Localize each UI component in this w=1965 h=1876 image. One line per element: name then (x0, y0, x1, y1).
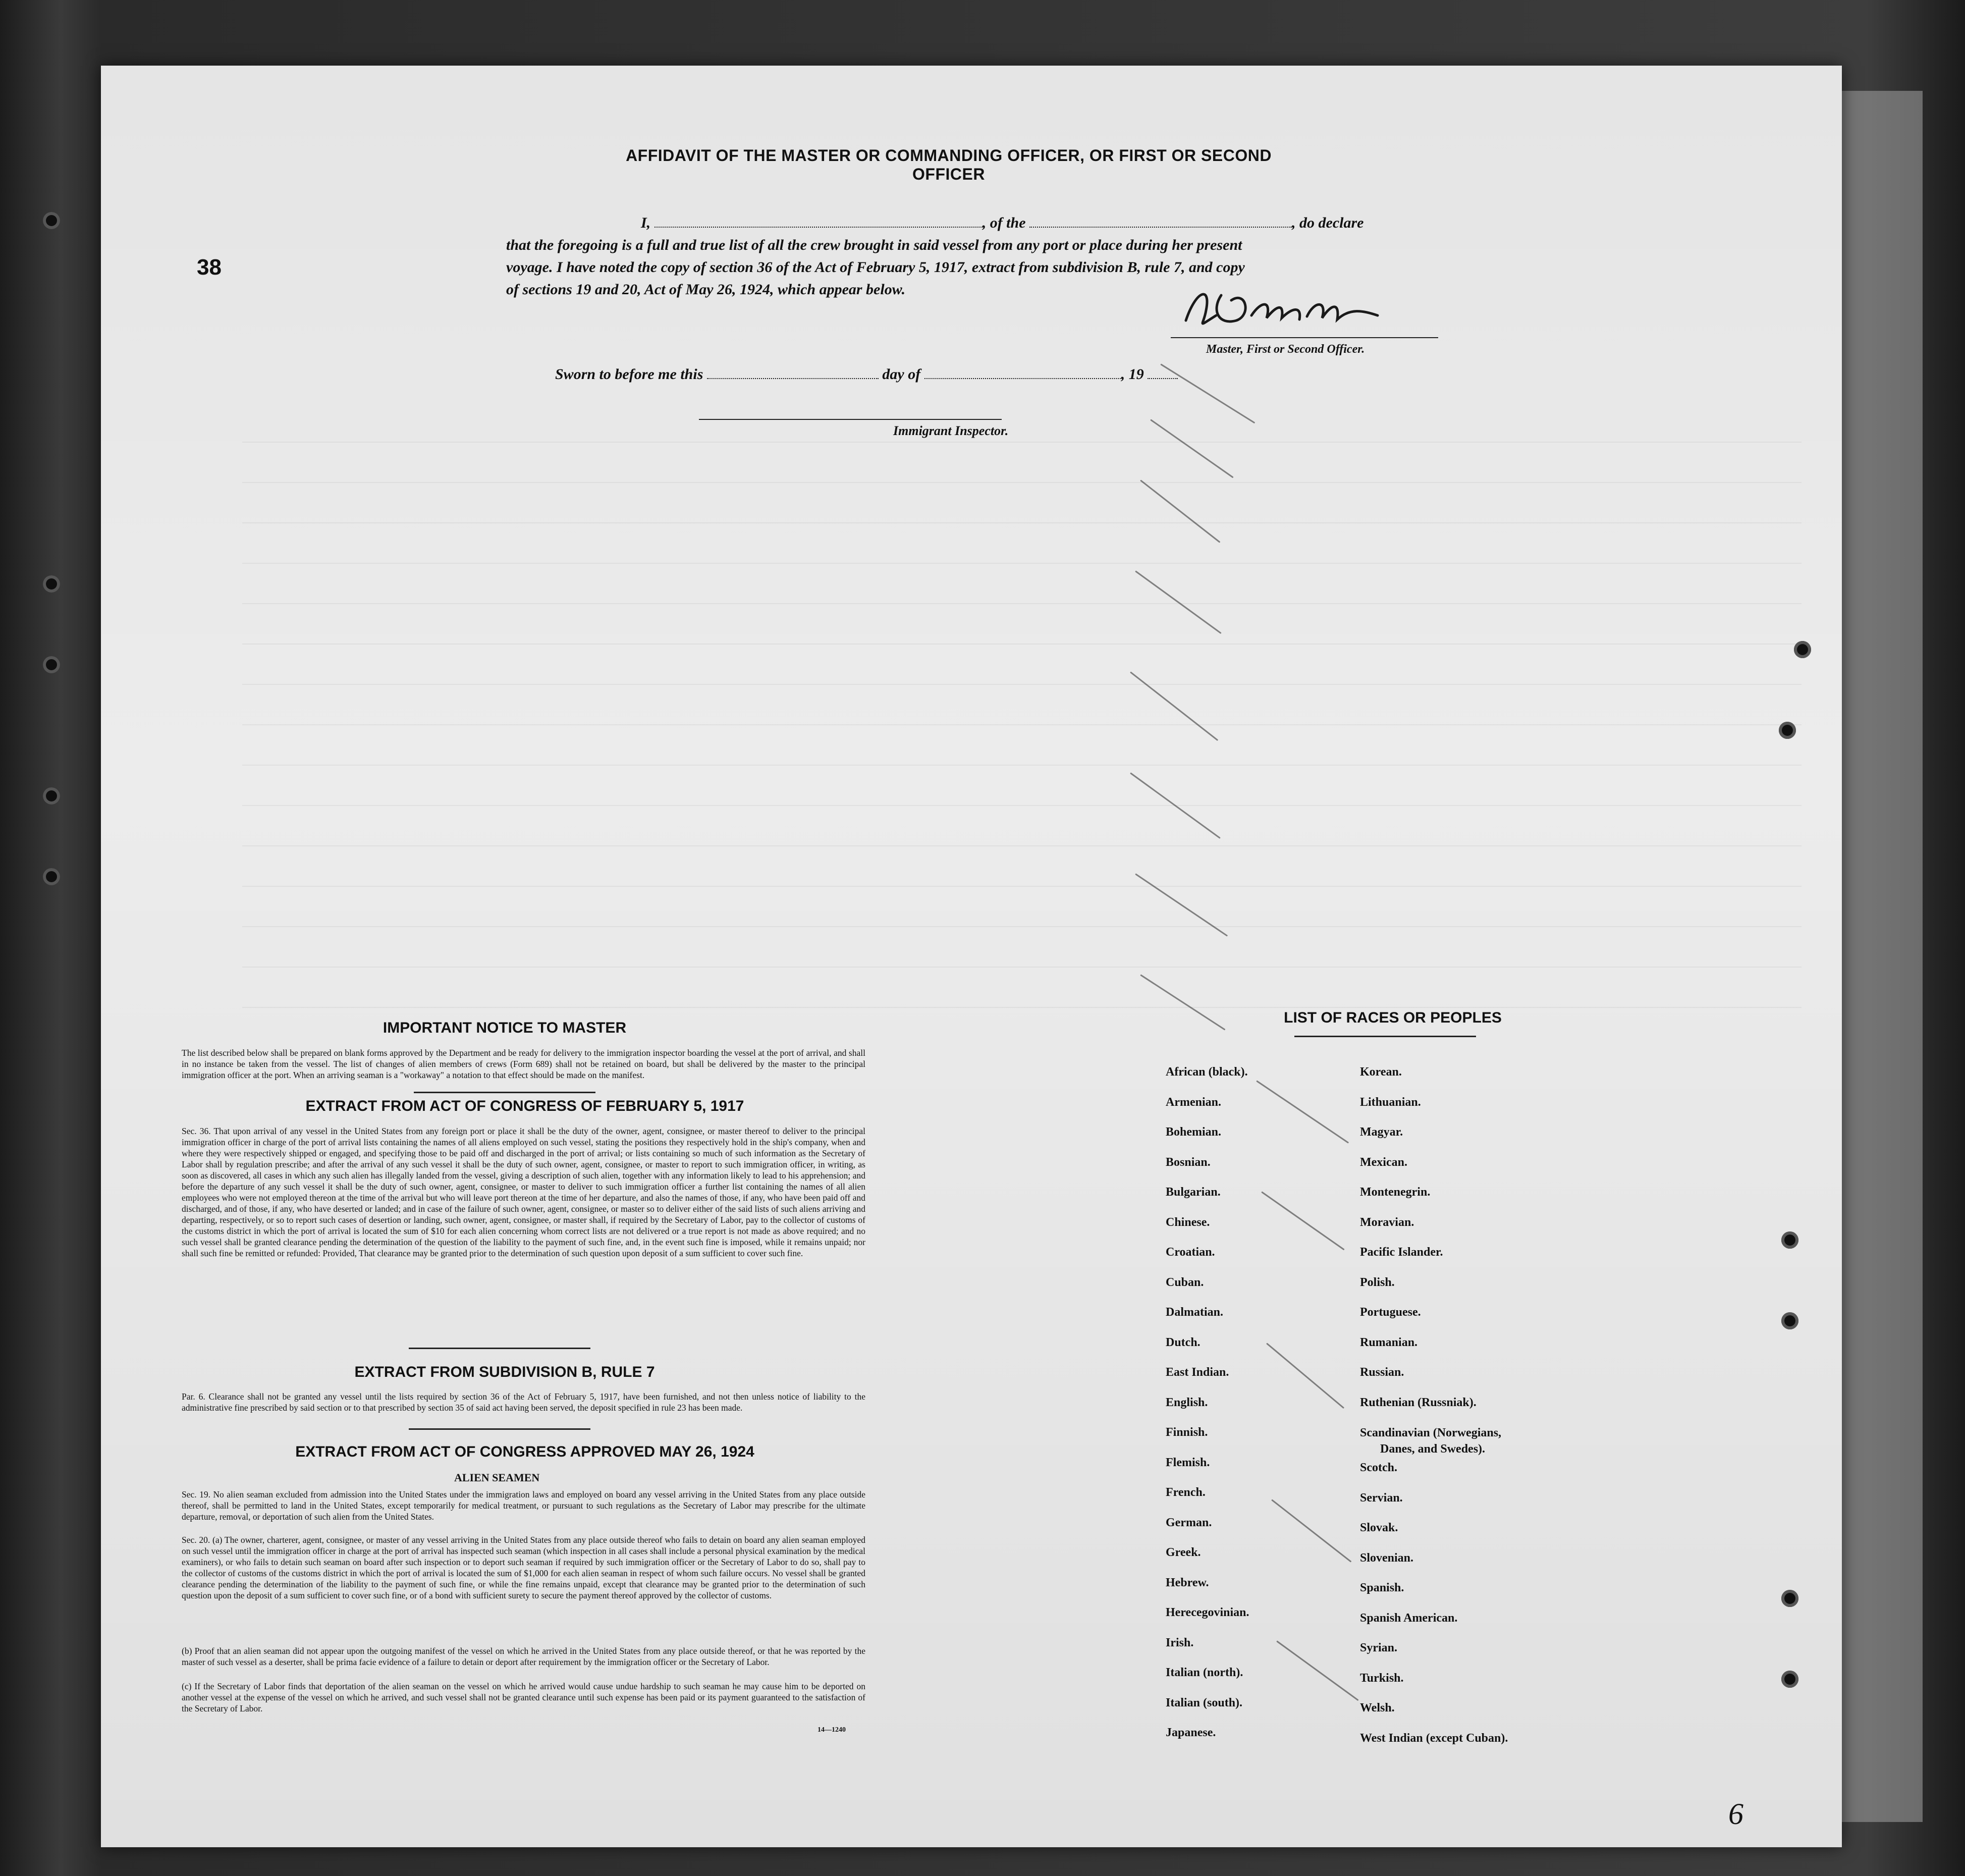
race-item: Irish. (1166, 1636, 1194, 1649)
binder-hole (43, 212, 60, 229)
affidavit-i-label: I, (641, 215, 651, 231)
race-item: German. (1166, 1516, 1212, 1529)
race-item: Herecegovinian. (1166, 1606, 1249, 1619)
race-item: Turkish. (1360, 1671, 1404, 1685)
sec20b-body: (b) Proof that an alien seaman did not appear upon the outgoing manifest of the vessel on which he arrived in the United States from any place outside thereof, or that he was reported by the master of such vessel as a deserter, shall be prima facie evidence of a failure to detain or deport after requirement by the immigration officer or the Secretary of Labor. (182, 1646, 865, 1667)
pencil-mark (1256, 1080, 1349, 1144)
race-item: Finnish. (1166, 1426, 1208, 1439)
race-item: Greek. (1166, 1546, 1201, 1559)
binder-hole (43, 787, 60, 805)
master-signature (1176, 280, 1448, 336)
affidavit-line3: voyage. I have noted the copy of section 36 of the Act of February 5, 1917, extract from subdivision B, rule 7, and copy (506, 259, 1245, 276)
notice-rule (414, 1092, 595, 1093)
race-item: French. (1166, 1486, 1206, 1499)
race-item: Mexican. (1360, 1155, 1407, 1169)
rule7-title: EXTRACT FROM SUBDIVISION B, RULE 7 (354, 1364, 655, 1380)
extract-1924-title: EXTRACT FROM ACT OF CONGRESS APPROVED MAY 26, 1924 (295, 1443, 754, 1460)
affidavit-do-declare: , do declare (1292, 215, 1364, 231)
race-item: African (black). (1166, 1065, 1248, 1079)
manifest-sheet (101, 66, 1842, 1847)
race-item: West Indian (except Cuban). (1360, 1731, 1508, 1745)
race-item: Chinese. (1166, 1215, 1210, 1229)
race-item: Italian (south). (1166, 1696, 1243, 1709)
affidavit-line1 (641, 212, 1574, 234)
race-item: Slovak. (1360, 1521, 1398, 1534)
pencil-mark (1140, 974, 1225, 1030)
race-item: East Indian. (1166, 1366, 1229, 1379)
sec20a-body: Sec. 20. (a) The owner, charterer, agent, consignee, or master of any vessel arriving in the United States from any place outside thereof who fails to detain on board any alien seaman employed on such vessel until the immigration officer in charge at the port of arrival has inspected such seaman (which inspection in all cases shall include a personal physical examination by the medical examiners), or who fails to detain such seaman on board after such inspection or to deport such seaman if required by such immigration officer or the Secretary of Labor to do so, shall pay to the collector of customs of the customs district in which the port of arrival is located the sum of $1,000 for each alien seaman in respect of whom such failure occurs. No vessel shall be granted clearance pending the determination of the liability to the payment of such fine, or while the fine remains unpaid, except that clearance may be granted prior to the determination of such question upon the deposit of a sum sufficient to cover such fine, or of a bond with sufficient surety to secure the payment thereof approved by the collector of customs. (182, 1535, 865, 1600)
binder-hole (1781, 1590, 1798, 1607)
pencil-mark (1266, 1343, 1344, 1409)
race-item: Magyar. (1360, 1125, 1403, 1139)
year-label: , 19 (1121, 366, 1144, 383)
race-item: Servian. (1360, 1491, 1403, 1505)
signature-caption: Master, First or Second Officer. (1206, 343, 1365, 356)
race-item: Syrian. (1360, 1641, 1398, 1654)
binder-hole (43, 656, 60, 673)
race-item: Hebrew. (1166, 1576, 1209, 1589)
rule7-body: Par. 6. Clearance shall not be granted any vessel until the lists required by section 36 of the Act of February 5, 1917, have been furnished, and not then unless notice of liability to the administrative fine prescribed by said section or to that prescribed by section 35 of said act having been served, the deposit specified in rule 23 has been made. (182, 1391, 865, 1413)
binder-hole (1779, 722, 1796, 739)
race-item: Italian (north). (1166, 1666, 1243, 1679)
sec20c-body: (c) If the Secretary of Labor finds that deportation of the alien seaman on the vessel on which he arrived would cause undue hardship to such seaman he may cause him to be deported on another vessel at the expense of the vessel on which he arrived, and such vessel shall not be granted clearance until such expense has been paid or its payment guaranteed to the satisfaction of the Secretary of Labor. (182, 1681, 865, 1713)
pencil-mark (1150, 419, 1234, 478)
vessel-name-field[interactable] (1029, 213, 1292, 228)
affidavit-line4: of sections 19 and 20, Act of May 26, 1924, which appear below. (506, 281, 906, 298)
inspector-caption: Immigrant Inspector. (893, 423, 1009, 438)
notice-title: IMPORTANT NOTICE TO MASTER (383, 1020, 627, 1036)
pencil-mark (1140, 479, 1220, 543)
race-item: Russian. (1360, 1366, 1404, 1379)
race-item: Pacific Islander. (1360, 1246, 1443, 1259)
page-number: 6 (1728, 1797, 1743, 1831)
race-item: Moravian. (1360, 1215, 1414, 1229)
binder-hole (1781, 1312, 1798, 1329)
extract-1917-body: Sec. 36. That upon arrival of any vessel in the United States from any foreign port or place it shall be the duty of the owner, agent, consignee, or master thereof to deliver to the principal immigration officer in charge of the port of arrival lists containing the names of all aliens employed on such vessel, stating the positions they respectively hold in the ship's company, when and where they were respectively shipped or engaged, and specifying those to be paid off and discharged in the port of arrival; or lists containing so much of such information as the Secretary of Labor shall by regulation prescribe; and after the arrival of any such vessel it shall be the duty of such owner, agent, consignee, or master to report to such immigration officer, in writing, as soon as discovered, all cases in which any such alien has illegally landed from the vessel, giving a description of such alien, together with any information likely to lead to his apprehension; and before the departure of any such vessel it shall be the duty of such owner, agent, consignee, or master to deliver to such immigration officer a further list containing the names of all alien employees who were not employed thereon at the time of the arrival but who will leave port thereon at the time of her departure, and also the names of those, if any, who have been paid off and discharged, and of those, if any, who have deserted or landed; and in case of the failure of such owner, agent, consignee, or master so to deliver either of the said lists of such aliens arriving and departing, respectively, or so to report such cases of desertion or landing, such owner, agent, consignee, or master shall, if required by the Secretary of Labor, pay to the collector of customs of the customs district in which the port of arrival is located the sum of $10 for each alien concerning whom correct lists are not delivered or a true report is not made as above required; and no such vessel shall be granted clearance pending the determination of the question of the liability to the payment of such fine, and, in the event such fine is imposed, while it remains unpaid; nor shall such fine be remitted or refunded: Provided, That clearance may be granted prior to the determination of such question upon deposit of a sum sufficient to cover such fine. (182, 1126, 865, 1258)
affidavit-line2: that the foregoing is a full and true list of all the crew brought in said vessel from any port or place during her present (506, 237, 1242, 253)
race-item: Armenian. (1166, 1095, 1221, 1109)
race-item: Bohemian. (1166, 1125, 1222, 1139)
binder-hole (1781, 1671, 1798, 1688)
race-item: Croatian. (1166, 1246, 1215, 1259)
race-item: Montenegrin. (1360, 1186, 1431, 1199)
pencil-mark (1160, 363, 1255, 423)
pencil-mark (1271, 1499, 1351, 1562)
race-item: Bulgarian. (1166, 1186, 1221, 1199)
pencil-mark (1261, 1191, 1345, 1250)
sworn-day-field[interactable] (707, 365, 879, 379)
race-item: Spanish American. (1360, 1611, 1458, 1625)
day-of-label: day of (882, 366, 921, 383)
sworn-month-field[interactable] (924, 365, 1121, 379)
race-item: Rumanian. (1360, 1335, 1418, 1349)
rule7-rule (409, 1428, 590, 1430)
race-item: Dutch. (1166, 1335, 1200, 1349)
sworn-label: Sworn to before me this (555, 366, 703, 383)
sec19-body: Sec. 19. No alien seaman excluded from admission into the United States under the immigration laws and employed on board any vessel arriving in the United States from any place outside thereof, shall be permitted to land in the United States, except temporarily for medical treatment, or pursuant to such regulations as the Secretary of Labor may prescribe for the ultimate departure, removal, or deportation of such alien from the United States. (182, 1489, 865, 1522)
race-item: Lithuanian. (1360, 1095, 1421, 1109)
race-item: Danes, and Swedes). (1380, 1442, 1486, 1456)
extract-1924-subtitle: ALIEN SEAMEN (454, 1471, 540, 1484)
binder-hole (1781, 1231, 1798, 1249)
race-item: Scotch. (1360, 1461, 1397, 1474)
affidavit-of-the: , of the (982, 215, 1026, 231)
race-item: Portuguese. (1360, 1306, 1421, 1319)
extract-1917-rule (409, 1348, 590, 1349)
form-number: 14—1240 (817, 1726, 846, 1734)
race-item: Slovenian. (1360, 1551, 1414, 1565)
race-item: Dalmatian. (1166, 1306, 1223, 1319)
races-list-left (1166, 1057, 1249, 1748)
races-rule (1294, 1036, 1476, 1037)
master-name-field[interactable] (654, 213, 982, 228)
binder-hole (1794, 641, 1811, 658)
race-item: Korean. (1360, 1065, 1402, 1079)
race-item: Scandinavian (Norwegians, (1360, 1426, 1502, 1439)
race-item: Polish. (1360, 1275, 1395, 1289)
sworn-line (555, 363, 1178, 386)
race-item: Japanese. (1166, 1726, 1216, 1739)
binder-hole (43, 575, 60, 593)
races-title: LIST OF RACES OR PEOPLES (1284, 1009, 1502, 1026)
pencil-mark (1135, 570, 1222, 634)
race-item: Bosnian. (1166, 1155, 1211, 1169)
race-item: Welsh. (1360, 1701, 1395, 1714)
races-list-right (1360, 1057, 1508, 1753)
extract-1917-title: EXTRACT FROM ACT OF CONGRESS OF FEBRUARY 5, 1917 (305, 1098, 744, 1114)
race-item: English. (1166, 1396, 1208, 1409)
pencil-mark (1130, 671, 1218, 741)
binder-hole (43, 868, 60, 885)
race-item: Spanish. (1360, 1581, 1404, 1594)
margin-mark: 38 (197, 255, 222, 280)
race-item: Flemish. (1166, 1456, 1210, 1469)
affidavit-title: AFFIDAVIT OF THE MASTER OR COMMANDING OFFICER, OR FIRST OR SECOND OFFICER (626, 146, 1272, 183)
race-item: Ruthenian (Russniak). (1360, 1396, 1477, 1409)
race-item: Cuban. (1166, 1275, 1204, 1289)
notice-body: The list described below shall be prepared on blank forms approved by the Department and be ready for delivery to the immigration inspector boarding the vessel at the port of arrival, and shall in no instance be taken from the vessel. The list of changes of alien members of crews (Form 689) shall not be retained on board, but shall be delivered by the master to the principal immigration officer at the port. When an arriving seaman is a "workaway" a notation to that effect should be made on the manifest. (182, 1048, 865, 1080)
pencil-mark (1276, 1640, 1359, 1701)
